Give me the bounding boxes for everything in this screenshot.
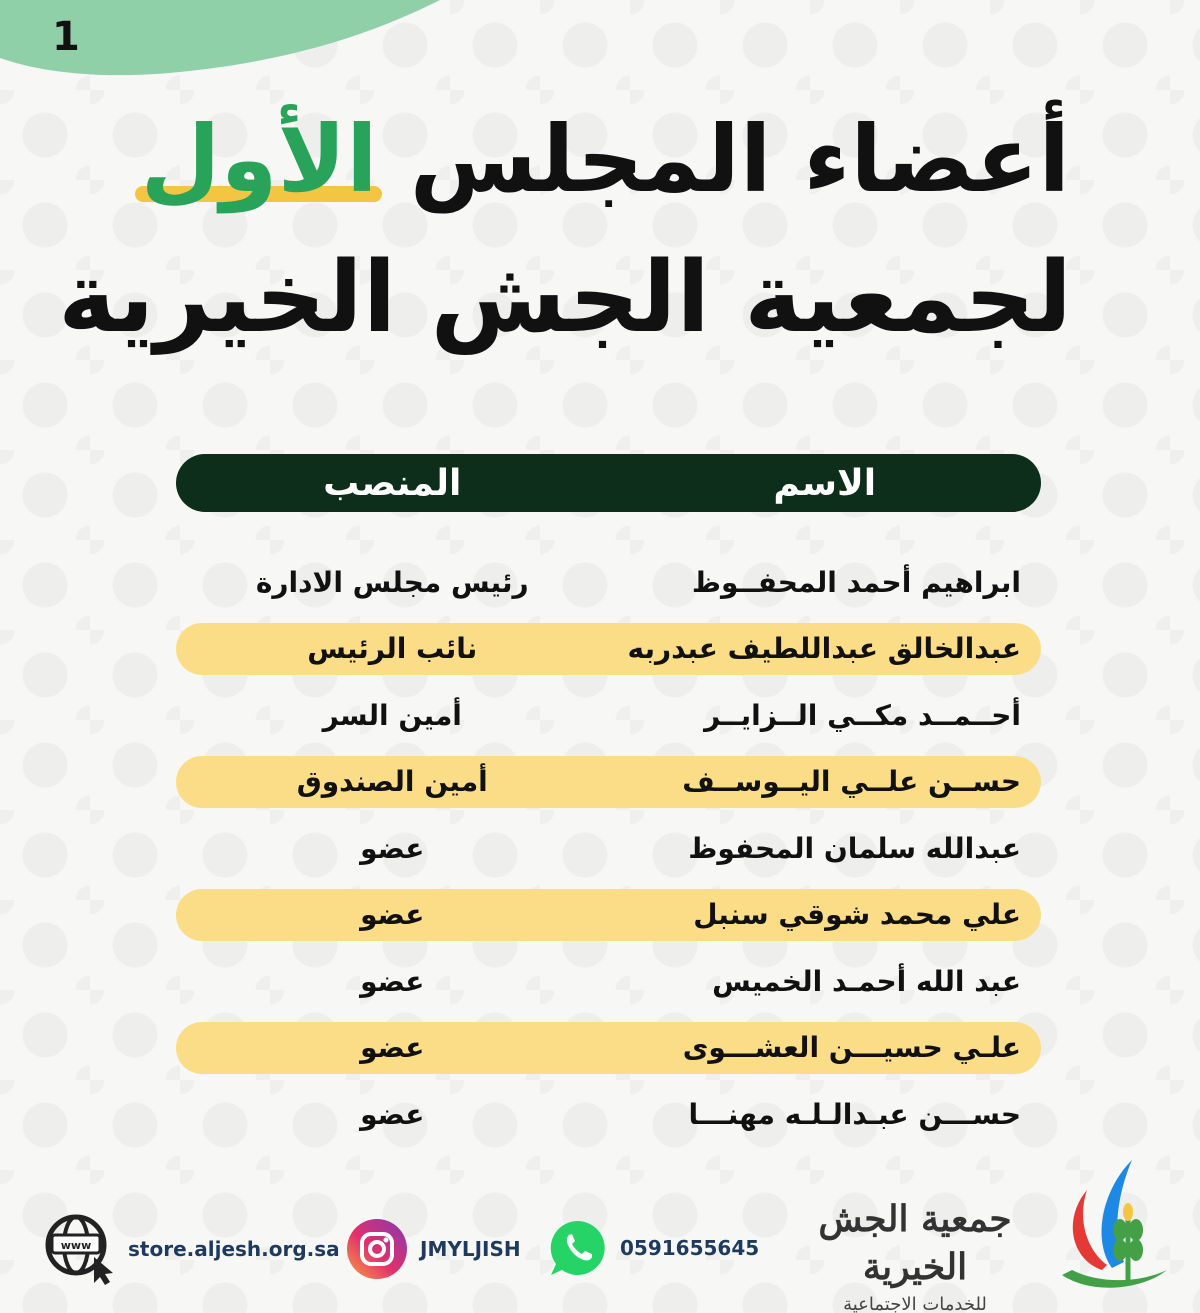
title-text: أعضاء المجلس bbox=[409, 106, 1070, 213]
association-logo-text bbox=[795, 1195, 1035, 1313]
instagram-contact[interactable] bbox=[346, 1218, 521, 1280]
page-number: 1 bbox=[52, 14, 80, 60]
page-title-line1 bbox=[141, 100, 1070, 220]
member-name: علي محمد شوقي سنبل bbox=[693, 898, 1021, 931]
member-name: حســـن عبـدالـلـه مهنـــا bbox=[688, 1097, 1021, 1131]
header-position: المنصب bbox=[323, 462, 462, 504]
instagram-icon bbox=[346, 1218, 408, 1280]
globe-cursor-icon bbox=[44, 1213, 116, 1285]
table-rows bbox=[176, 556, 1041, 1140]
member-position: عضو bbox=[360, 1031, 425, 1064]
website-contact[interactable] bbox=[44, 1213, 340, 1285]
table-row bbox=[176, 822, 1041, 874]
table-row bbox=[176, 756, 1041, 808]
member-name: حســن علــي اليــوســف bbox=[682, 765, 1021, 798]
logo-subtitle: للخدمات الاجتماعية bbox=[843, 1294, 987, 1313]
logo-name: جمعية الجش الخيرية bbox=[818, 1198, 1012, 1288]
page-title-line2: لجمعية الجش الخيرية bbox=[58, 241, 1072, 355]
table-header bbox=[176, 454, 1041, 512]
member-position: أمين السر bbox=[322, 698, 462, 732]
members-table bbox=[176, 454, 1041, 1155]
table-row bbox=[176, 556, 1041, 608]
member-position: رئيس مجلس الادارة bbox=[255, 565, 529, 599]
whatsapp-number: 0591655645 bbox=[620, 1236, 760, 1260]
member-position: عضو bbox=[360, 1097, 425, 1131]
website-text: store.aljesh.org.sa bbox=[128, 1237, 340, 1261]
table-row bbox=[176, 623, 1041, 675]
association-logo-icon bbox=[1032, 1150, 1182, 1300]
title-highlight: الأول bbox=[141, 100, 378, 220]
header-name: الاسم bbox=[773, 462, 877, 504]
member-name: عبدالله سلمان المحفوظ bbox=[688, 831, 1021, 865]
member-name: ابراهيم أحمد المحفــوظ bbox=[691, 565, 1021, 599]
www-label: www bbox=[60, 1239, 92, 1252]
member-position: عضو bbox=[360, 898, 425, 931]
member-name: أحــمــد مكــي الــزايــر bbox=[704, 698, 1021, 732]
member-name: علـي حسيـــن العشـــوى bbox=[682, 1031, 1021, 1064]
instagram-handle: JMYLJISH bbox=[420, 1237, 521, 1261]
member-position: عضو bbox=[360, 964, 425, 998]
table-row bbox=[176, 889, 1041, 941]
member-name: عبدالخالق عبداللطيف عبدربه bbox=[627, 632, 1021, 665]
table-row bbox=[176, 1022, 1041, 1074]
whatsapp-icon bbox=[548, 1218, 608, 1278]
member-position: نائب الرئيس bbox=[307, 632, 478, 665]
table-row bbox=[176, 955, 1041, 1007]
member-position: أمين الصندوق bbox=[296, 765, 488, 798]
table-row bbox=[176, 689, 1041, 741]
member-position: عضو bbox=[360, 831, 425, 865]
member-name: عبد الله أحمـد الخميس bbox=[712, 964, 1021, 998]
table-row bbox=[176, 1088, 1041, 1140]
whatsapp-contact[interactable] bbox=[548, 1218, 759, 1278]
